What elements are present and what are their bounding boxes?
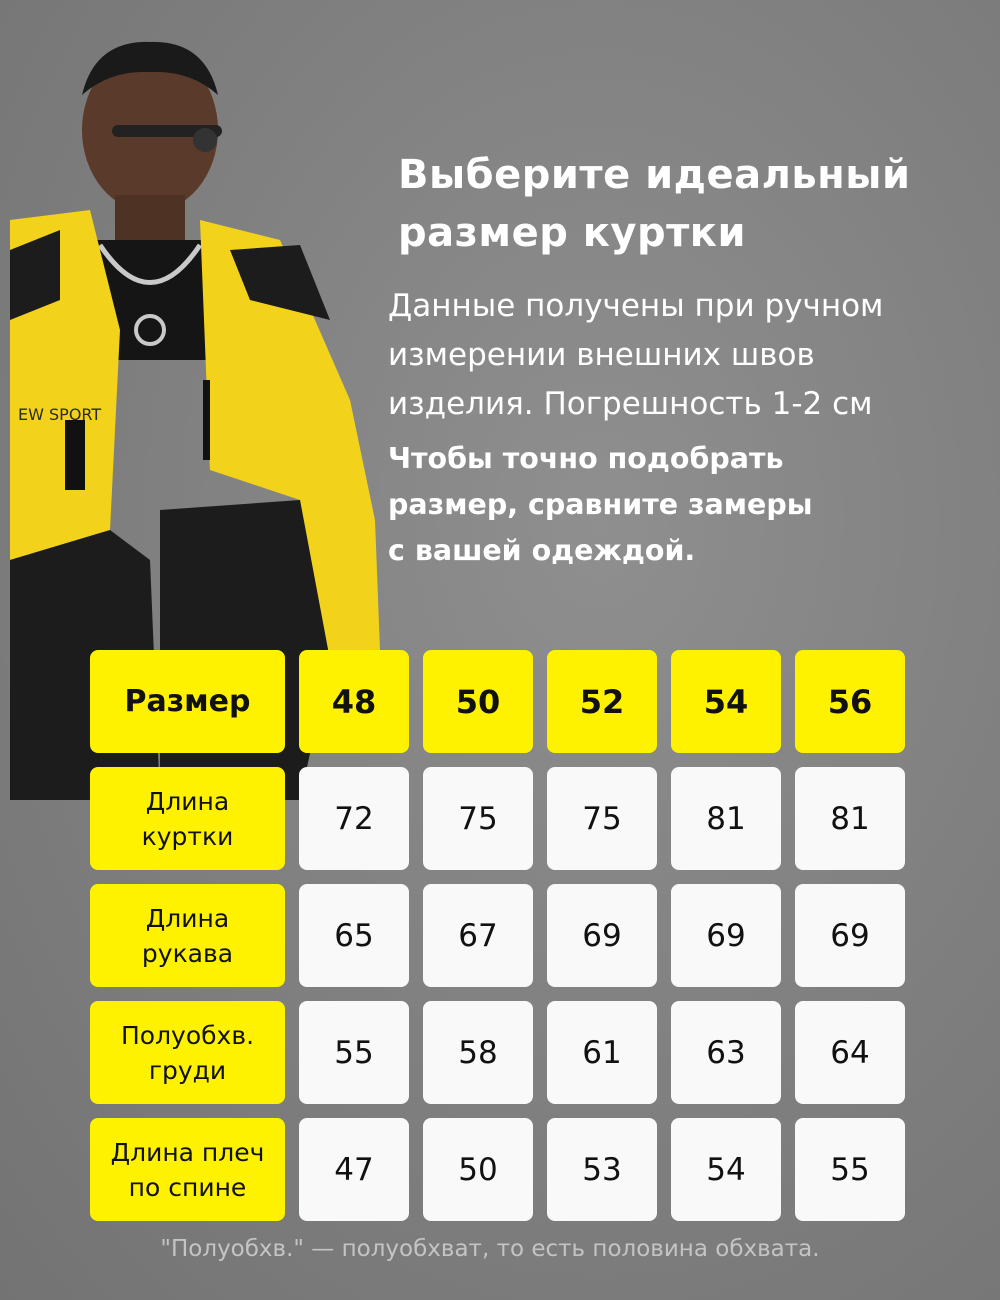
- table-value-cell: 47: [299, 1118, 409, 1221]
- size-header-cell: 50: [423, 650, 533, 753]
- title-line: размер куртки: [398, 210, 746, 256]
- measurement-note: [388, 282, 988, 429]
- row-label-jacket-length: [90, 767, 285, 870]
- table-value-cell: 50: [423, 1118, 533, 1221]
- cta-line: размер, сравните замеры: [388, 488, 813, 521]
- header-size-label: Размер: [90, 650, 285, 753]
- table-value-cell: 75: [423, 767, 533, 870]
- table-value-cell: 63: [671, 1001, 781, 1104]
- row-label-line: груди: [148, 1055, 227, 1085]
- table-value-cell: 55: [795, 1118, 905, 1221]
- table-value-cell: 61: [547, 1001, 657, 1104]
- table-value-cell: 53: [547, 1118, 657, 1221]
- row-label-line: рукава: [141, 938, 234, 968]
- table-value-cell: 69: [671, 884, 781, 987]
- page-title: [398, 146, 978, 262]
- row-label-half-chest: [90, 1001, 285, 1104]
- table-value-cell: 67: [423, 884, 533, 987]
- table-value-cell: 75: [547, 767, 657, 870]
- row-label-line: Длина: [145, 786, 230, 816]
- size-header-cell: 56: [795, 650, 905, 753]
- cta-line: с вашей одеждой.: [388, 534, 696, 567]
- table-value-cell: 55: [299, 1001, 409, 1104]
- table-value-cell: 54: [671, 1118, 781, 1221]
- subtitle-line: измерении внешних швов: [388, 337, 815, 373]
- size-header-cell: 48: [299, 650, 409, 753]
- table-value-cell: 65: [299, 884, 409, 987]
- size-table: [90, 650, 905, 1221]
- size-header-cell: 52: [547, 650, 657, 753]
- title-line: Выберите идеальный: [398, 152, 911, 198]
- subtitle-line: изделия. Погрешность 1-2 см: [388, 386, 873, 422]
- table-value-cell: 72: [299, 767, 409, 870]
- row-label-line: Длина плеч: [110, 1137, 265, 1167]
- compare-advice: [388, 436, 988, 574]
- footnote: "Полуобхв." — полуобхват, то есть половина обхвата.: [160, 1236, 820, 1262]
- table-value-cell: 69: [547, 884, 657, 987]
- subtitle-line: Данные получены при ручном: [388, 288, 884, 324]
- row-label-line: по спине: [128, 1172, 247, 1202]
- table-value-cell: 81: [795, 767, 905, 870]
- row-label-shoulder-width: [90, 1118, 285, 1221]
- table-value-cell: 58: [423, 1001, 533, 1104]
- row-label-line: Полуобхв.: [120, 1020, 255, 1050]
- jacket-logo-text: EW SPORT: [18, 405, 102, 424]
- size-header-cell: 54: [671, 650, 781, 753]
- table-value-cell: 64: [795, 1001, 905, 1104]
- cta-line: Чтобы точно подобрать: [388, 442, 784, 475]
- row-label-sleeve-length: [90, 884, 285, 987]
- row-label-line: куртки: [141, 821, 234, 851]
- row-label-line: Длина: [145, 903, 230, 933]
- table-value-cell: 81: [671, 767, 781, 870]
- table-value-cell: 69: [795, 884, 905, 987]
